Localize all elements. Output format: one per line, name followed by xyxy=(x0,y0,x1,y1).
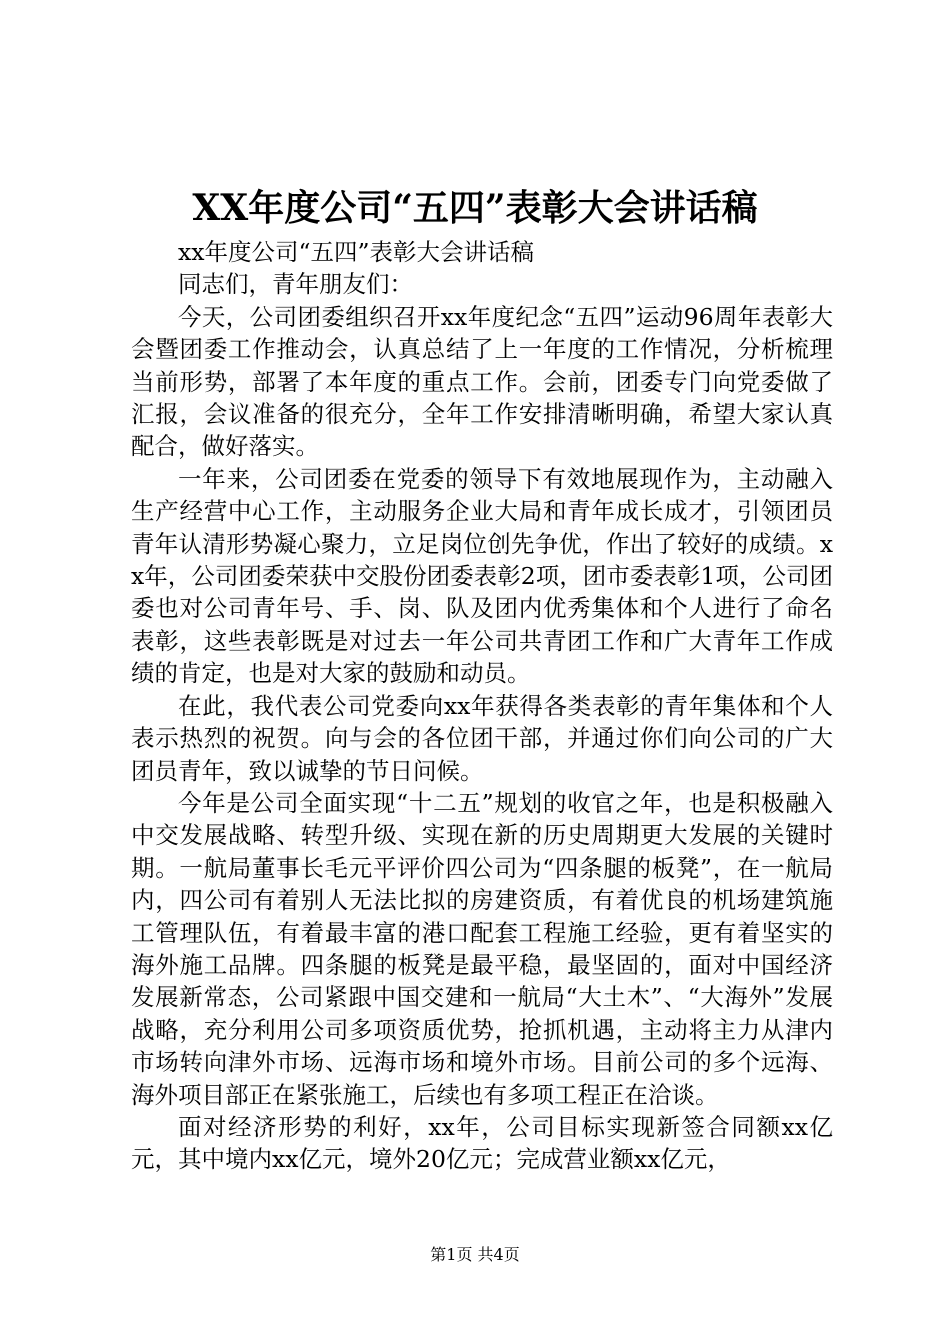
paragraph: 今天，公司团委组织召开xx年度纪念“五四”运动96周年表彰大会暨团委工作推动会，认真总结了上一年度的工作情况，分析梳理当前形势，部署了本年度的重点工作。会前，团委专门向党委做了汇报，会议准备的很充分，全年工作安排清晰明确，希望大家认真配合，做好落实。 xyxy=(131,302,833,461)
paragraph-salutation: 同志们，青年朋友们： xyxy=(178,270,413,299)
paragraph: 今年是公司全面实现“十二五”规划的收官之年，也是积极融入中交发展战略、转型升级、实现在新的历史周期更大发展的关键时期。一航局董事长毛元平评价四公司为“四条腿的板凳”，在一航局内，四公司有着别人无法比拟的房建资质，有着优良的机场建筑施工管理队伍，有着最丰富的港口配套工程施工经验，更有着坚实的海外施工品牌。四条腿的板凳是最平稳，最坚固的，面对中国经济发展新常态，公司紧跟中国交建和一航局“大土木”、“大海外”发展战略，充分利用公司多项资质优势，抢抓机遇，主动将主力从津内市场转向津外市场、远海市场和境外市场。目前公司的多个远海、海外项目部正在紧张施工，后续也有多项工程正在洽谈。 xyxy=(131,788,833,1109)
page-number-footer: 第1页 共4页 xyxy=(430,1245,520,1264)
document-body xyxy=(131,236,833,1176)
paragraph: 面对经济形势的利好，xx年，公司目标实现新签合同额xx亿元，其中境内xx亿元，境外20亿元；完成营业额xx亿元， xyxy=(131,1112,833,1174)
paragraph-subtitle: xx年度公司“五四”表彰大会讲话稿 xyxy=(178,238,535,266)
paragraph: 在此，我代表公司党委向xx年获得各类表彰的青年集体和个人表示热烈的祝贺。向与会的各位团干部，并通过你们向公司的广大团员青年，致以诚挚的节日问候。 xyxy=(131,691,833,785)
paragraph: 一年来，公司团委在党委的领导下有效地展现作为，主动融入生产经营中心工作，主动服务企业大局和青年成长成才，引领团员青年认清形势凝心聚力，立足岗位创先争优，作出了较好的成绩。xx年，公司团委荣获中交股份团委表彰2项，团市委表彰1项，公司团委也对公司青年号、手、岗、队及团内优秀集体和个人进行了命名表彰，这些表彰既是对过去一年公司共青团工作和广大青年工作成绩的肯定，也是对大家的鼓励和动员。 xyxy=(131,464,833,688)
document-title: XX年度公司“五四”表彰大会讲话稿 xyxy=(192,187,758,229)
